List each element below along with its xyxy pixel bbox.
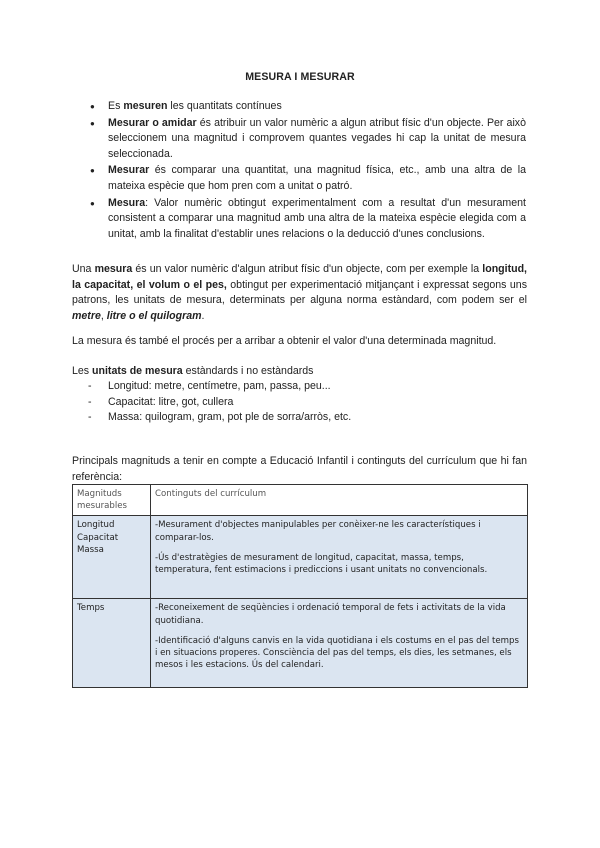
contents-cell: -Mesurament d'objectes manipulables per conèixer-ne les característiques i comparar-los. -Ús d'estratègies de mesurament de longitud, capacitat, massa, temps, temperatura, fent estimacions i prediccions i usant unitats no convencionals. — [151, 516, 528, 599]
list-item: - Massa: quilogram, gram, pot ple de sorra/arròs, etc. — [88, 410, 351, 426]
magnitudes-cell: Longitud Capacitat Massa — [73, 516, 151, 599]
list-item: - Longitud: metre, centímetre, pam, passa, peu... — [88, 379, 351, 395]
list-item: ● Es mesuren les quantitats contínues — [108, 99, 526, 115]
document-title: MESURA I MESURAR — [245, 71, 355, 83]
units-heading: Les unitats de mesura estàndards i no estàndards — [72, 365, 314, 377]
table-row — [73, 516, 528, 599]
contents-cell: -Reconeixement de seqüències i ordenació temporal de fets i activitats de la vida quotidiana. -Identificació d'alguns canvis en la vida quotidiana i els costums en el pas del temps i en situacions properes. Consciència del pas del temps, els dies, les setmanes, els mesos i les estacions. Ús del calendari. — [151, 599, 528, 688]
table-intro-paragraph: Principals magnituds a tenir en compte a Educació Infantil i continguts del currículum que hi fan referència: — [72, 455, 527, 483]
table-row — [73, 599, 528, 688]
measure-definition-paragraph: Una mesura és un valor numèric d'algun atribut físic d'un objecte, com per exemple la longitud, la capacitat, el volum o el pes, obtingut per experimentació mitjançant i expressat segons uns patrons, les unitats de mesura, determinats per alguna norma estàndard, com podem ser el metre, litre o el quilogram. — [72, 263, 527, 322]
units-list — [88, 379, 351, 426]
table-header-contents: Continguts del currículum — [151, 485, 528, 516]
definitions-list — [108, 99, 526, 243]
curriculum-table — [72, 484, 528, 688]
list-item: ● Mesurar o amidar és atribuir un valor numèric a algun atribut físic d'un objecte. Per això seleccionem una magnitud i comprovem quantes vegades hi cap la unitat de mesura seleccionada. — [108, 116, 526, 163]
list-item: ● Mesura: Valor numèric obtingut experimentalment com a resultat d'un mesurament consistent a comparar una magnitud amb una altra de la mateixa espècie elegida com a unitat, amb la finalitat d'establir unes relacions o la deducció d'unes conclusions. — [108, 196, 526, 243]
table-header-magnitudes: Magnituds mesurables — [73, 485, 151, 516]
list-item: - Capacitat: litre, got, cullera — [88, 395, 351, 411]
list-item: ● Mesurar és comparar una quantitat, una magnitud física, etc., amb una altra de la mateixa espècie que hom pren com a unitat o patró. — [108, 163, 526, 194]
table-header-row — [73, 485, 528, 516]
measure-process-paragraph: La mesura és també el procés per a arribar a obtenir el valor d'una determinada magnitud. — [72, 335, 497, 347]
magnitudes-cell: Temps — [73, 599, 151, 688]
